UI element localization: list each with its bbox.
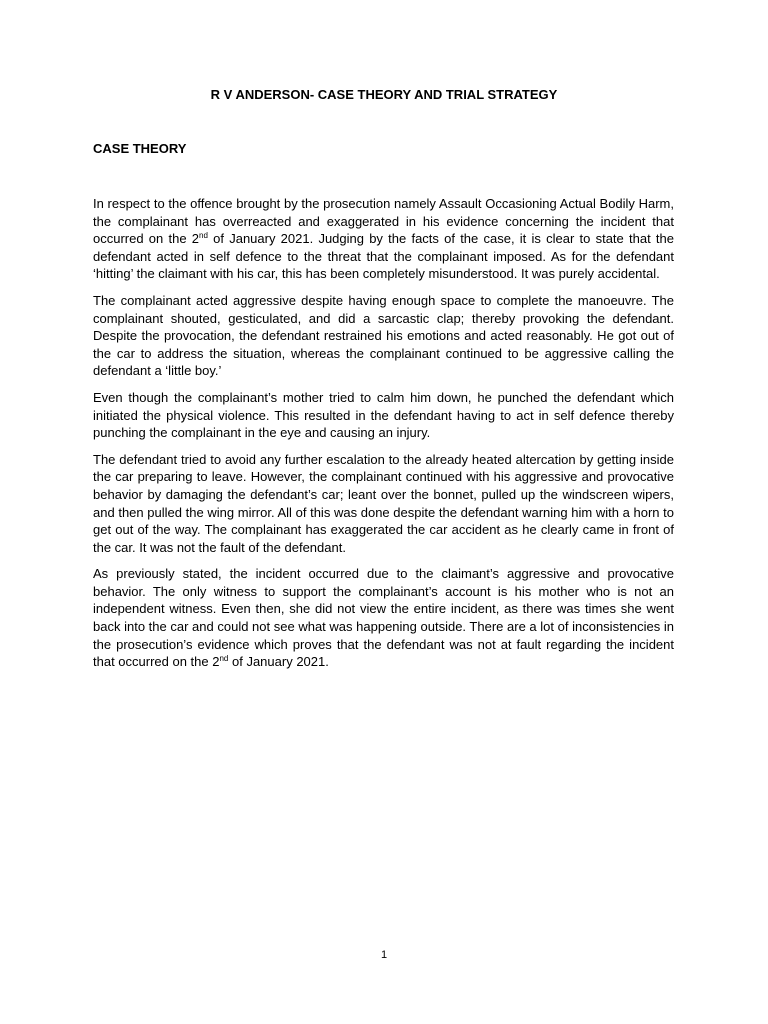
paragraph-4: The defendant tried to avoid any further escalation to the already heated altercation by getting inside the car preparing to leave. However, the complainant continued with his aggressive and provocative behavior by damaging the defendant’s car; leant over the bonnet, pulled up the windscreen wipers, and then pulled the wing mirror. All of this was done despite the defendant warning him with a horn to get out of the way. The complainant has exaggerated the car accident as he clearly came in front of the car. It was not the fault of the defendant.: [93, 451, 674, 555]
paragraph-5-text-start: As previously stated, the incident occurred due to the claimant’s aggressive and provocative behavior. The only witness to support the complainant’s account is his mother who is not an independent witness. Even then, she did not view the entire incident, as there was times she went back into the car and could not see what was happening outside. There are a lot of inconsistencies in the prosecution’s evidence which proves that the defendant was not at fault regarding the incident that occurred on the 2: [93, 566, 674, 670]
paragraph-1: [93, 195, 674, 283]
paragraph-3: Even though the complainant’s mother tried to calm him down, he punched the defendant which initiated the physical violence. This resulted in the defendant having to act in self defence thereby punching the complainant in the eye and causing an injury.: [93, 389, 674, 441]
paragraph-1-text-end: of January 2021. Judging by the facts of the case, it is clear to state that the defendant acted in self defence to the threat that the complainant imposed. As for the defendant ‘hitting’ the claimant with his car, this has been completely misunderstood. It was purely accidental.: [93, 231, 674, 282]
paragraph-2: The complainant acted aggressive despite having enough space to complete the manoeuvre. The complainant shouted, gesticulated, and did a sarcastic clap; thereby provoking the defendant. Despite the provocation, the defendant restrained his emotions and acted reasonably. He got out of the car to address the situation, whereas the complainant continued to be aggressive calling the defendant a ‘little boy.’: [93, 292, 674, 379]
body-text: [93, 195, 674, 680]
ordinal-suffix: nd: [199, 231, 208, 241]
paragraph-5-text-end: of January 2021.: [228, 654, 329, 670]
page-number: 1: [380, 949, 388, 961]
document-title: R V ANDERSON- CASE THEORY AND TRIAL STRATEGY: [210, 87, 558, 102]
section-heading: CASE THEORY: [93, 141, 187, 156]
ordinal-suffix: nd: [219, 654, 229, 664]
paragraph-1-text-start: In respect to the offence brought by the prosecution namely Assault Occasioning Actual Bodily Harm, the complainant has overreacted and exaggerated in his evidence concerning the incident that occurred on the 2: [93, 196, 674, 247]
paragraph-5: [93, 565, 674, 671]
